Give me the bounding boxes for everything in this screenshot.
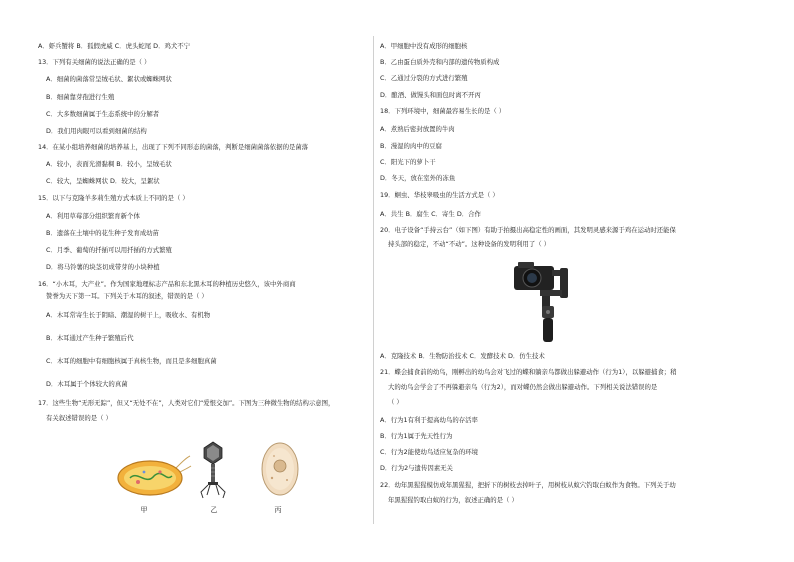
label-bing: 丙 xyxy=(274,506,282,514)
q19-options: A．共生 B．腐生 C．寄生 D．合作 xyxy=(380,210,481,218)
q17-stem-line1: 17．这些生物“无形无踪”，但又“无处不在”，人类对它们“爱恨交加”。下图为三种微生物的结构示意图， xyxy=(38,399,335,407)
label-yi: 乙 xyxy=(210,506,218,514)
q22-stem-line1: 22．幼年黑猩猩模仿成年黑猩猩，把折下的树枝去掉叶子，用树枝从蚁穴钓取白蚁作为食物。下列关于幼 xyxy=(380,481,676,489)
q21-option-a: A．行为1有利于提高幼鸟的存活率 xyxy=(380,416,478,424)
q15-option-c: C．月季、葡萄的扦插可以用扦插的方式繁殖 xyxy=(46,246,172,254)
q14-options-line1: A．较小，表面光滑黏稠 B．较小，呈绒毛状 xyxy=(46,160,172,168)
q13-option-b: B．细菌靠芽孢进行生殖 xyxy=(46,93,115,101)
q19-stem: 19．蛔虫、华枝睾吸虫的生活方式是（ ） xyxy=(380,191,499,199)
q13-option-a: A．细菌的菌落常呈绒毛状、絮状或蜘蛛网状 xyxy=(46,75,172,83)
column-divider xyxy=(373,36,374,524)
yeast-diagram xyxy=(260,440,300,498)
q21-option-b: B．行为1属于先天性行为 xyxy=(380,432,453,440)
q20-options: A．克隆技术 B．生物防治技术 C．发酵技术 D．仿生技术 xyxy=(380,352,545,360)
q16-stem-line1: 16．“小木耳，大产业”。作为国家地理标志产品和东北黑木耳的种植历史悠久，该中外商商 xyxy=(38,280,296,288)
q16-option-a: A．木耳常寄生长于阴暗、潮湿的树干上，吸收水、有机物 xyxy=(46,311,211,319)
q21-option-d: D．行为2与遗传因素无关 xyxy=(380,464,453,472)
q18-option-c: C．阳光下的萝卜干 xyxy=(380,158,436,166)
q18-option-a: A．煮熟后密封放置的牛肉 xyxy=(380,125,455,133)
q16-option-b: B．木耳通过产生种子繁殖后代 xyxy=(46,334,134,342)
q21-option-c: C．行为2能使幼鸟适应复杂的环境 xyxy=(380,448,478,456)
q13-stem: 13．下列有关细菌的说法正确的是（ ） xyxy=(38,58,151,66)
q13-option-d: D．我们用肉眼可以看到细菌的结构 xyxy=(46,127,147,135)
q21-stem-line2: 大的幼鸟会学会了不再躲避亲鸟（行为2），而对蝶仍然会做出躲避动作。下列相关说法错误的是 xyxy=(388,383,658,391)
prev-options: A．虾兵蟹将 B．狐假虎威 C．虎头蛇尾 D．鸡犬不宁 xyxy=(38,42,191,50)
q16-option-c: C．木耳的细胞中有细胞核属于真核生物，而且是多细胞真菌 xyxy=(46,357,217,365)
q18-option-b: B．漫湿的肉中的豆腐 xyxy=(380,142,442,150)
q15-option-d: D．将马铃薯的块茎切成带芽的小块种植 xyxy=(46,263,160,271)
q18-stem: 18．下列环境中，细菌最容易生长的是（ ） xyxy=(380,107,506,115)
q14-stem: 14．在某小组培养细菌的培养基上，出现了下列不同形态的菌落，判断是细菌菌落依据的是菌落 xyxy=(38,143,309,151)
q21-stem-line3: （ ） xyxy=(388,398,403,406)
q17-option-c: C．乙通过分裂的方式进行繁殖 xyxy=(380,74,468,82)
q17-option-d: D．酿酒、做馒头和面包时离不开丙 xyxy=(380,91,481,99)
gimbal-stabilizer-image xyxy=(512,256,580,344)
q15-stem: 15．以下与克隆羊多莉生殖方式本质上不同的是（ ） xyxy=(38,194,189,202)
q17-stem-line2: 有关叙述错误的是（ ） xyxy=(46,414,112,422)
q22-stem-line2: 年黑猩猩钓取白蚁的行为，叙述正确的是（ ） xyxy=(388,496,518,504)
q15-option-b: B．遗落在土壤中的花生种子发育成幼苗 xyxy=(46,229,160,237)
q15-option-a: A．利用草莓部分组织繁育新个体 xyxy=(46,212,140,220)
q17-option-a: A．甲细胞中没有成形的细胞核 xyxy=(380,42,468,50)
q18-option-d: D．冬天，放在室外的冻鱼 xyxy=(380,174,456,182)
q16-stem-line2: 赞誉为天下第一耳。下列关于木耳的叙述，错误的是（ ） xyxy=(46,292,208,300)
q20-stem-line1: 20．电子设备“手持云台”（如下图）有助于拍摄出高稳定性的画面，其发明灵感来源于鸡在运动时还能保 xyxy=(380,226,676,234)
label-jia: 甲 xyxy=(140,506,148,514)
virus-diagram xyxy=(198,440,228,500)
bacterium-diagram xyxy=(114,452,192,502)
q16-option-d: D．木耳属于个体较大的真菌 xyxy=(46,380,128,388)
q21-stem-line1: 21．蝶会捕食前的幼鸟，刚孵出的幼鸟会对飞过的蝶和躺亲鸟都做出躲避动作（行为1），以躲避捕食；稍 xyxy=(380,368,677,376)
q14-options-line2: C．较大，呈蜘蛛网状 D．较大，呈絮状 xyxy=(46,177,160,185)
q13-option-c: C．大多数细菌属于生态系统中的分解者 xyxy=(46,110,160,118)
q17-option-b: B．乙由蛋白质外壳和内部的遗传物质构成 xyxy=(380,58,500,66)
q20-stem-line2: 持头部的稳定，不动“不动”。这种设备的发明利用了（ ） xyxy=(388,240,551,248)
